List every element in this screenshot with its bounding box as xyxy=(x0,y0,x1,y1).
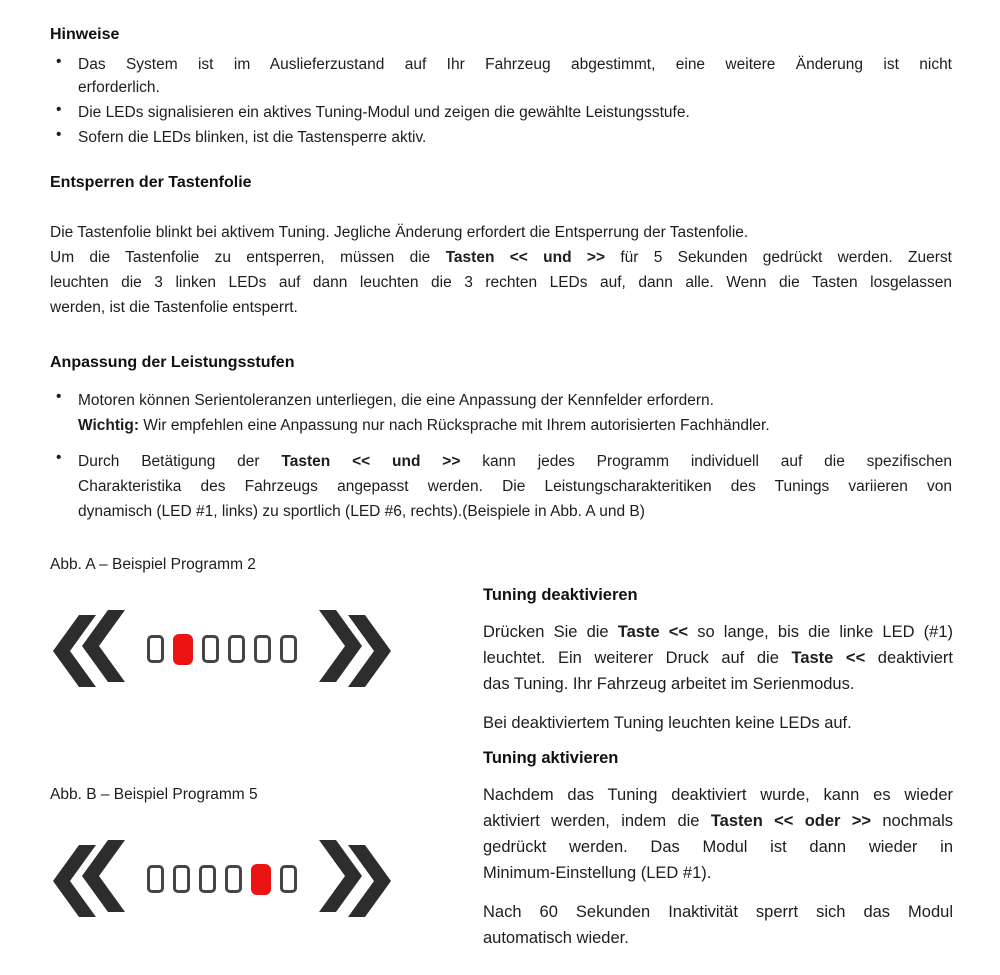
figure-a-led-display xyxy=(53,610,391,688)
text: werden, ist die Tastenfolie entsperrt. xyxy=(50,299,298,316)
led-off xyxy=(254,635,271,663)
bold-text: Tasten << oder >> xyxy=(710,812,872,830)
hinweise-title: Hinweise xyxy=(50,26,120,43)
bullet-item xyxy=(50,388,952,438)
led-off xyxy=(280,865,297,893)
text: nochmals xyxy=(871,812,953,830)
bullet-text xyxy=(78,449,952,524)
figure-b-caption: Abb. B – Beispiel Programm 5 xyxy=(50,786,258,803)
text: deaktiviert xyxy=(865,649,953,667)
anpassung-bullet-list xyxy=(50,388,952,524)
led-strip xyxy=(147,864,297,895)
bold-text: Taste << xyxy=(617,623,689,641)
bullet-item xyxy=(50,126,952,149)
bullet-glyph: • xyxy=(56,126,62,143)
activate-title: Tuning aktivieren xyxy=(483,749,619,767)
text-line xyxy=(483,619,953,645)
text: Sofern die LEDs blinken, ist die Tastensperre aktiv. xyxy=(78,129,427,146)
text-line xyxy=(50,295,952,320)
text: leuchten die 3 linken LEDs auf dann leuchten die 3 rechten LEDs auf, dann alle. Wenn die Tasten losgelassen xyxy=(50,274,952,291)
text: Nach 60 Sekunden Inaktivität sperrt sich das Modul xyxy=(483,903,953,921)
deactivate-title: Tuning deaktivieren xyxy=(483,586,638,604)
text: Wir empfehlen eine Anpassung nur nach Rücksprache mit Ihrem autorisierten Fachhändler. xyxy=(139,417,770,434)
text: Nachdem das Tuning deaktiviert wurde, kann es wieder xyxy=(483,786,953,804)
bullet-text xyxy=(78,53,952,99)
bullet-glyph: • xyxy=(56,449,62,466)
text-line xyxy=(483,834,953,860)
led-off xyxy=(147,635,164,663)
text-line xyxy=(78,388,952,413)
text-line xyxy=(78,126,952,149)
section-entsperren xyxy=(50,174,952,320)
bullet-text xyxy=(78,388,952,438)
section-hinweise xyxy=(50,26,952,151)
bullet-glyph: • xyxy=(56,101,62,118)
text-line xyxy=(483,925,953,951)
bullet-item xyxy=(50,53,952,99)
text: Motoren können Serientoleranzen unterliegen, die eine Anpassung der Kennfelder erfordern. xyxy=(78,392,714,409)
text-line xyxy=(78,449,952,474)
entsperren-title: Entsperren der Tastenfolie xyxy=(50,174,252,191)
text: Charakteristika des Fahrzeugs angepasst werden. Die Leistungscharakteritiken des Tunings variieren von xyxy=(78,478,952,495)
deactivate-paragraph xyxy=(483,619,953,697)
bullet-text xyxy=(78,126,952,149)
text-line xyxy=(483,645,953,671)
text: leuchtet. Ein weiterer Druck auf die xyxy=(483,649,792,667)
text-line xyxy=(50,270,952,295)
text: für 5 Sekunden gedrückt werden. Zuerst xyxy=(605,249,952,266)
text-line xyxy=(78,413,952,438)
text: Um die Tastenfolie zu entsperren, müssen die xyxy=(50,249,446,266)
text: das Tuning. Ihr Fahrzeug arbeitet im Serienmodus. xyxy=(483,675,855,693)
text-line xyxy=(50,245,952,270)
text: aktiviert werden, indem die xyxy=(483,812,711,830)
deactivate-note xyxy=(483,710,953,736)
text: Durch Betätigung der xyxy=(78,453,282,470)
led-off xyxy=(228,635,245,663)
bullet-glyph: • xyxy=(56,53,62,70)
text: Das System ist im Auslieferzustand auf Ihr Fahrzeug abgestimmt, eine weitere Änderung ist nicht xyxy=(78,56,952,73)
hinweise-bullet-list xyxy=(50,53,952,149)
text: erforderlich. xyxy=(78,79,160,96)
text: automatisch wieder. xyxy=(483,929,629,947)
bullet-text xyxy=(78,101,952,124)
text-line xyxy=(483,671,953,697)
double-chevron-left-icon xyxy=(53,610,127,688)
text: Die LEDs signalisieren ein aktives Tuning-Modul und zeigen die gewählte Leistungsstufe. xyxy=(78,104,690,121)
text: Minimum-Einstellung (LED #1). xyxy=(483,864,712,882)
text: gedrückt werden. Das Modul ist dann wieder in xyxy=(483,838,953,856)
text: dynamisch (LED #1, links) zu sportlich (LED #6, rechts).(Beispiele in Abb. A und B) xyxy=(78,503,645,520)
text: kann jedes Programm individuell auf die spezifischen xyxy=(460,453,952,470)
figure-a-caption: Abb. A – Beispiel Programm 2 xyxy=(50,556,256,573)
text: Die Tastenfolie blinkt bei aktivem Tuning. Jegliche Änderung erfordert die Entsperrung der Tastenfolie. xyxy=(50,224,749,241)
bullet-item xyxy=(50,101,952,124)
text-line xyxy=(78,499,952,524)
activate-paragraph xyxy=(483,782,953,886)
text-line xyxy=(483,710,953,736)
text-line xyxy=(483,808,953,834)
led-off xyxy=(147,865,164,893)
led-off xyxy=(280,635,297,663)
text: so lange, bis die linke LED (#1) xyxy=(688,623,954,641)
led-off xyxy=(173,865,190,893)
bold-text: Tasten << und >> xyxy=(445,249,605,266)
text-line xyxy=(50,220,952,245)
bold-text: Wichtig: xyxy=(78,417,139,434)
text-line xyxy=(483,782,953,808)
text: Drücken Sie die xyxy=(483,623,618,641)
double-chevron-right-icon xyxy=(317,840,391,918)
text: Bei deaktiviertem Tuning leuchten keine LEDs auf. xyxy=(483,714,852,732)
bullet-item xyxy=(50,449,952,524)
led-off xyxy=(225,865,242,893)
double-chevron-left-icon xyxy=(53,840,127,918)
led-active xyxy=(173,634,193,665)
led-off xyxy=(202,635,219,663)
text-line xyxy=(483,860,953,886)
led-off xyxy=(199,865,216,893)
led-strip xyxy=(147,634,297,665)
bold-text: Taste << xyxy=(791,649,866,667)
text-line xyxy=(78,101,952,124)
activate-note xyxy=(483,899,953,951)
entsperren-paragraph xyxy=(50,220,952,320)
bold-text: Tasten << und >> xyxy=(281,453,461,470)
text-line xyxy=(78,474,952,499)
text-line xyxy=(483,899,953,925)
double-chevron-right-icon xyxy=(317,610,391,688)
figure-b-led-display xyxy=(53,840,391,918)
section-anpassung xyxy=(50,354,952,535)
text-line xyxy=(78,53,952,76)
bullet-glyph: • xyxy=(56,388,62,405)
right-column xyxy=(483,586,953,964)
text-line xyxy=(78,76,952,99)
led-active xyxy=(251,864,271,895)
anpassung-title: Anpassung der Leistungsstufen xyxy=(50,354,295,371)
